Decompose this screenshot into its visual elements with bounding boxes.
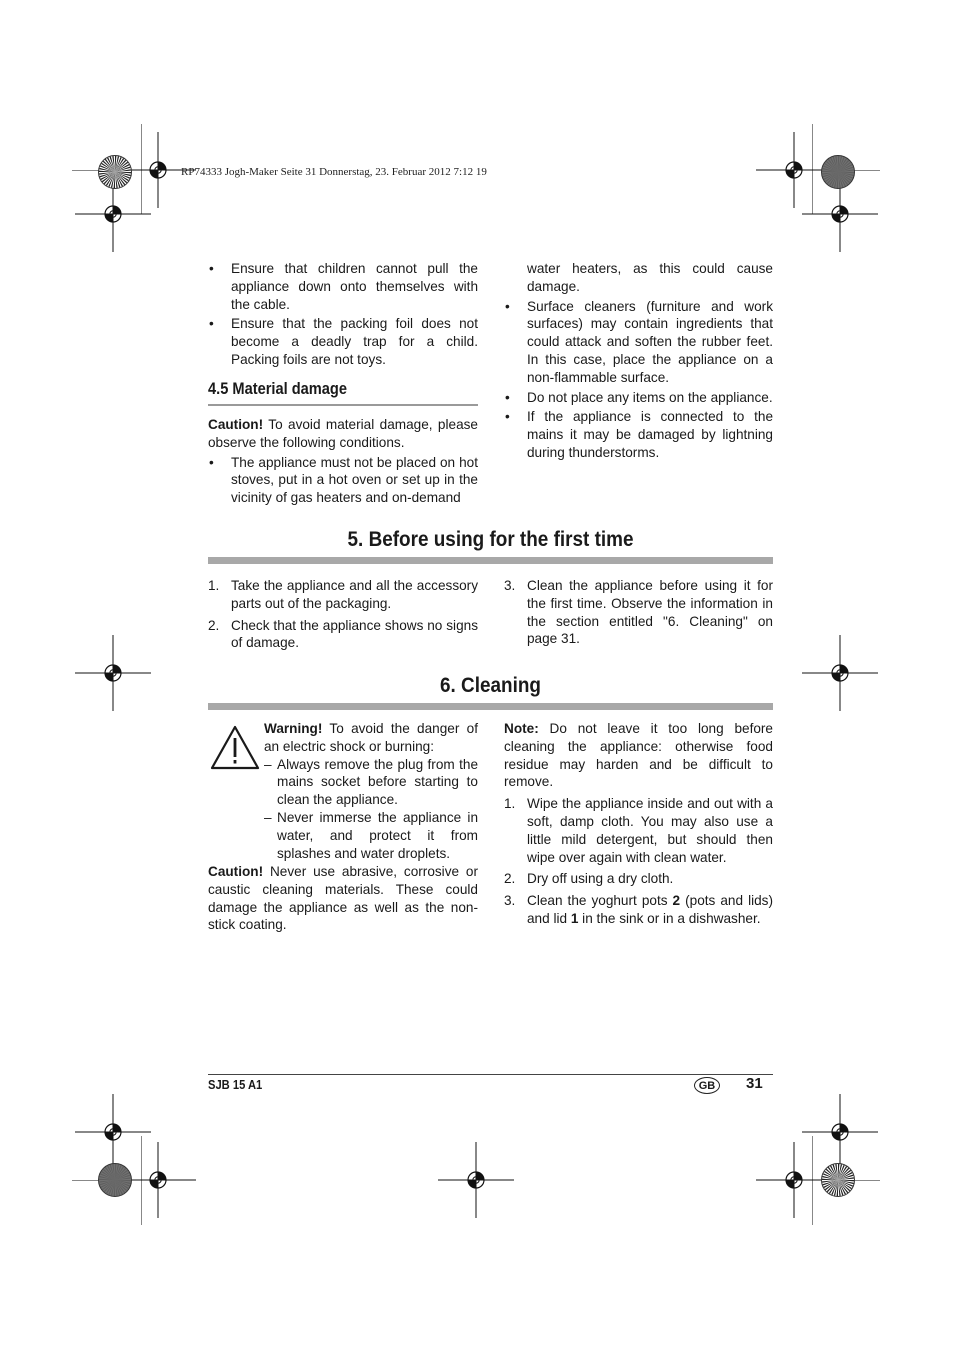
section-heading-material-damage: 4.5 Material damage bbox=[208, 379, 347, 398]
warning-label: Warning! bbox=[264, 721, 323, 736]
section-title-before-first-use: 5. Before using for the first time bbox=[347, 527, 634, 551]
list-item: 3. Clean the yoghurt pots 2 (pots and lids) and lid 1 in the sink or in a dishwasher. bbox=[504, 893, 774, 926]
list-item: – Always remove the plug from the mains socket before starting to clean the appliance. bbox=[264, 756, 478, 809]
language-badge: GB bbox=[694, 1077, 720, 1094]
caution-text: To avoid material damage, please observe the following conditions. bbox=[208, 417, 478, 450]
section-rule bbox=[208, 703, 773, 710]
section-rule bbox=[208, 557, 773, 564]
print-slug-line: RP74333 Jogh-Maker Seite 31 Donnerstag, 23. Februar 2012 7:12 19 bbox=[181, 166, 487, 178]
continued-text: water heaters, as this could cause damage. bbox=[527, 261, 773, 294]
warning-block bbox=[264, 720, 478, 862]
list-item: – Never immerse the appliance in water, and protect it from splashes and water droplets. bbox=[264, 809, 478, 862]
before-use-right-list bbox=[504, 577, 773, 652]
material-caution-block bbox=[208, 416, 478, 509]
list-item: • Ensure that the packing foil does not become a deadly trap for a child. Packing foils are not toys. bbox=[208, 315, 478, 368]
page-number: 31 bbox=[746, 1075, 763, 1092]
note-text: Do not leave it too long before cleaning the appliance: otherwise food residue may harden and be difficult to remove. bbox=[504, 721, 773, 790]
starburst-target-icon bbox=[820, 1162, 856, 1198]
warning-text: To avoid the danger of an electric shock or burning: bbox=[264, 721, 478, 754]
caution-text: Never use abrasive, corrosive or caustic cleaning materials. These could damage the appliance as well as the non-stick coating. bbox=[208, 864, 478, 933]
list-item: • If the appliance is connected to the mains it may be damaged by lightning during thunderstorms. bbox=[504, 408, 773, 461]
model-number: SJB 15 A1 bbox=[208, 1077, 263, 1092]
caution-label: Caution! bbox=[208, 417, 264, 432]
starburst-target-icon bbox=[97, 154, 133, 190]
list-item: • Do not place any items on the appliance. bbox=[504, 389, 773, 407]
list-item: 2. Check that the appliance shows no signs of damage. bbox=[208, 617, 478, 651]
material-right-column bbox=[504, 260, 773, 464]
heading-rule bbox=[208, 404, 478, 406]
list-item: 1. Wipe the appliance inside and out with a soft, damp cloth. You may also use a little mild detergent, but should then wipe over again with clean water. bbox=[504, 796, 773, 865]
caution-label: Caution! bbox=[208, 864, 264, 879]
color-patch-icon bbox=[820, 154, 856, 190]
list-item: • The appliance must not be placed on hot stoves, put in a hot oven or set up in the vicinity of gas heaters and on-demand bbox=[208, 454, 478, 507]
list-item: 3. Clean the appliance before using it for the first time. Observe the information in the section entitled "6. Cleaning" on page 31. bbox=[504, 578, 773, 647]
registration-crosshair-icon bbox=[436, 1140, 516, 1220]
footer-rule bbox=[208, 1074, 773, 1075]
material-left-column bbox=[208, 260, 478, 371]
registration-crosshair-icon bbox=[800, 633, 880, 713]
before-use-left-list bbox=[208, 577, 478, 656]
list-item: 1. Take the appliance and all the accessory parts out of the packaging. bbox=[208, 578, 478, 611]
cleaning-caution-block bbox=[208, 863, 478, 934]
warning-triangle-icon bbox=[210, 725, 260, 770]
list-item: • Ensure that children cannot pull the appliance down onto themselves with the cable. bbox=[208, 260, 478, 313]
cleaning-right-column bbox=[504, 720, 773, 932]
registration-crosshair-icon bbox=[73, 633, 153, 713]
section-title-cleaning: 6. Cleaning bbox=[440, 673, 541, 697]
list-item: • Surface cleaners (furniture and work surfaces) may contain ingredients that could attack and soften the rubber feet. In this case, place the appliance on a non-flammable surface. bbox=[504, 298, 773, 387]
color-patch-icon bbox=[97, 1162, 133, 1198]
list-item: 2. Dry off using a dry cloth. bbox=[504, 871, 674, 887]
note-label: Note: bbox=[504, 721, 539, 736]
